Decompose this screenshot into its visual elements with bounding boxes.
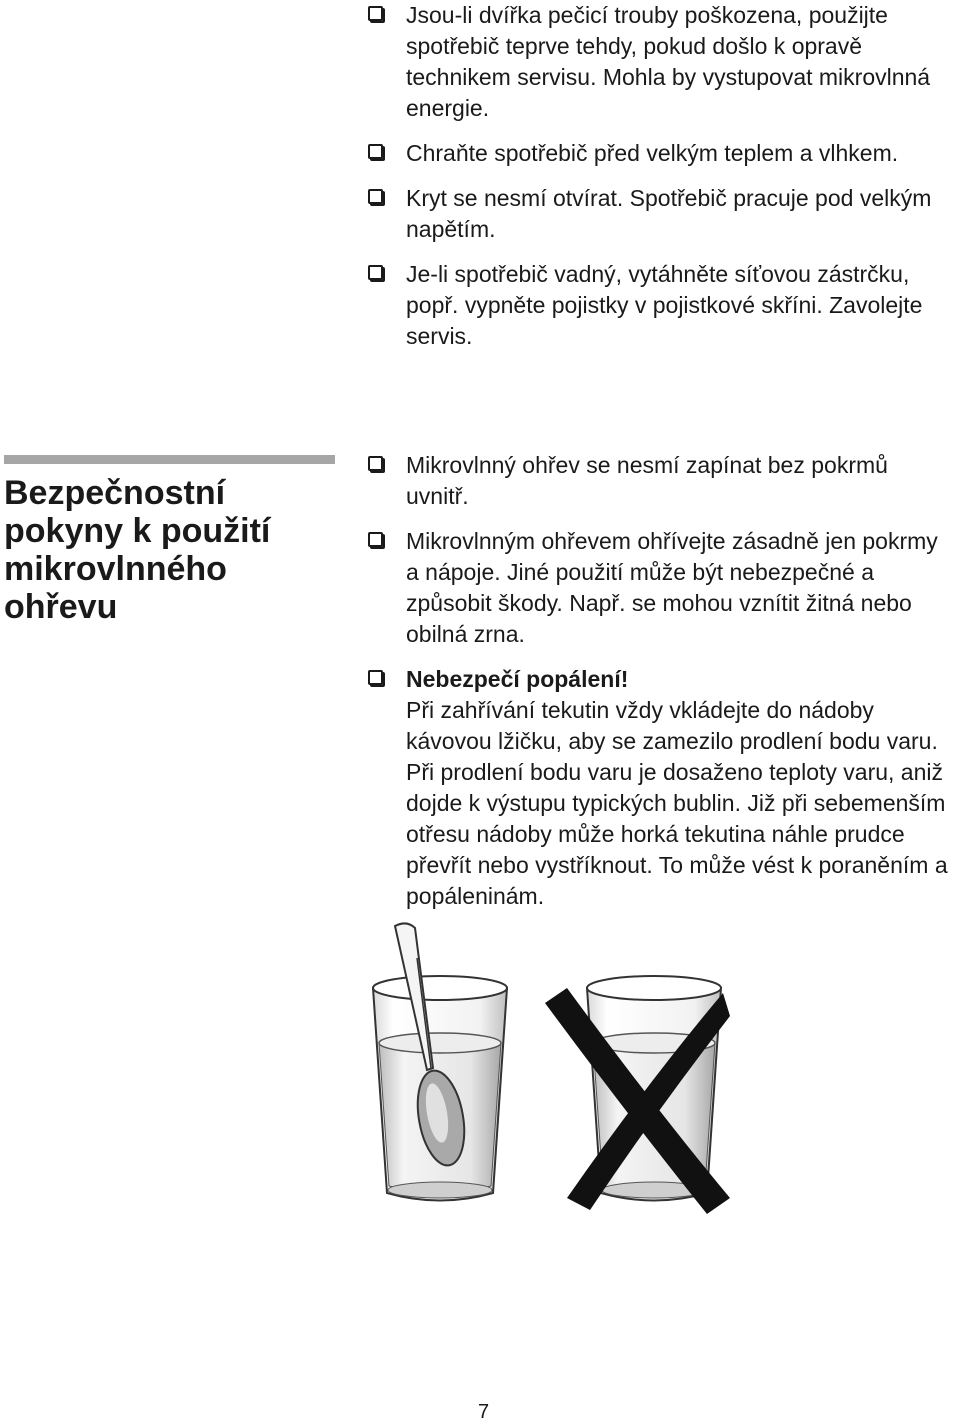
top-bullet-list	[366, 0, 956, 366]
bullet-text: Chraňte spotřebič před velkým teplem a vlhkem.	[406, 140, 899, 166]
glass-with-spoon-icon	[373, 923, 507, 1200]
warning-text: Při zahřívání tekutin vždy vkládejte do nádoby kávovou lžičku, aby se zamezilo prodlení bodu varu. Při prodlení bodu varu je dosaženo teploty varu, aniž dojde k výstupu typických bublin. Již při sebemenším otřesu nádoby může horká tekutina náhle prudce převřít nebo vystříknout. To může vést k poraněním a popáleninám.	[406, 697, 948, 909]
heading-rule	[4, 455, 335, 464]
bullet-text: Jsou-li dvířka pečicí trouby poškozena, použijte spotřebič teprve tehdy, pokud došlo k opravě technikem servisu. Mohla by vystupovat mikrovlnná energie.	[406, 2, 931, 121]
checkbox-bullet-icon	[368, 144, 383, 159]
checkbox-bullet-icon	[368, 6, 383, 21]
bullet-text: Mikrovlnný ohřev se nesmí zapínat bez pokrmů uvnitř.	[406, 452, 888, 509]
checkbox-bullet-icon	[368, 456, 383, 471]
section-heading: Bezpečnostní pokyny k použití mikrovlnného ohřevu	[4, 474, 271, 626]
bullet-text: Je-li spotřebič vadný, vytáhněte síťovou zástrčku, popř. vypněte pojistky v pojistkové skříni. Zavolejte servis.	[406, 261, 923, 349]
bullet-text: Kryt se nesmí otvírat. Spotřebič pracuje pod velkým napětím.	[406, 185, 932, 242]
page-number: 7	[478, 1401, 490, 1423]
list-item	[366, 450, 956, 512]
checkbox-bullet-icon	[368, 670, 383, 685]
section-bullet-list	[366, 450, 956, 926]
list-item	[366, 0, 956, 124]
list-item	[366, 259, 956, 352]
checkbox-bullet-icon	[368, 265, 383, 280]
checkbox-bullet-icon	[368, 532, 383, 547]
illustration-glasses	[355, 918, 735, 1218]
list-item	[366, 183, 956, 245]
list-item	[366, 526, 956, 650]
warning-title: Nebezpečí popálení!	[406, 666, 629, 692]
checkbox-bullet-icon	[368, 189, 383, 204]
bullet-text: Mikrovlnným ohřevem ohřívejte zásadně jen pokrmy a nápoje. Jiné použití může být nebezpečné a způsobit škody. Např. se mohou vznítit žitná nebo obilná zrna.	[406, 528, 938, 647]
list-item	[366, 138, 956, 169]
list-item	[366, 664, 956, 912]
